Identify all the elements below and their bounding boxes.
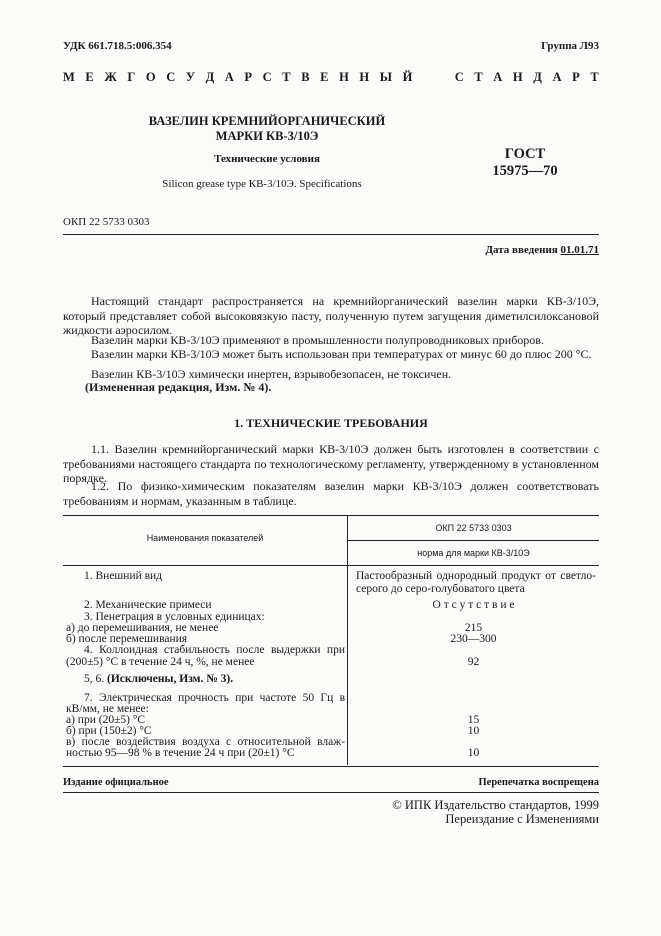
row-2-indicator: 2. Механические примеси [84,599,212,611]
title-line-1: ВАЗЕЛИН КРЕМНИЙОРГАНИЧЕСКИЙ [148,114,386,128]
row-4-value: 92 [467,656,480,668]
banner-letter: Н [339,70,349,84]
table-header-indicator: Наименования показателей [146,533,264,543]
row-4-indicator-line-1: 4. Коллоидная стабильность после выдержки при [84,644,345,656]
banner-letter: Т [474,70,483,84]
document-subtitle: Технические условия [214,153,320,165]
row-7b-value: 10 [467,725,480,737]
effective-date-value: 01.01.71 [560,244,599,256]
section-heading: 1. ТЕХНИЧЕСКИЕ ТРЕБОВАНИЯ [234,416,428,430]
row-7a-indicator: а) при (20±5) °С [66,714,146,726]
reissue-text: Переиздание с Изменениями [445,812,599,826]
reprint-prohibited-note: Перепечатка воспрещена [478,777,599,788]
row-3-indicator: 3. Пенетрация в условных единицах: [84,611,265,623]
gost-number: 15975—70 [492,163,558,179]
banner-letter: А [493,70,503,84]
effective-date [485,244,599,256]
banner-letter: Н [359,70,370,84]
row-2-value: О т с у т с т в и е [432,599,515,611]
row-3a-indicator: а) до перемешивания, не менее [66,622,219,634]
banner-letter: У [185,70,195,84]
row-3b-indicator: б) после перемешивания [66,633,188,645]
banner-letter: С [166,70,176,84]
banner-letter: Р [572,70,580,84]
row-5-6-indicator: 5, 6. (Исключены, Изм. № 3). [84,673,234,685]
table-header-norm: норма для марки КВ-3/10Э [417,548,530,558]
standard-banner [63,70,599,85]
banner-letter: Д [533,70,542,84]
banner-letter: Е [85,70,94,84]
table-bottom-border [63,766,599,767]
intro-paragraph-3: Вазелин марки КВ-3/10Э может быть использован при температурах от минус 60 до плюс 200 °С. [91,347,592,361]
table-header-okp: ОКП 22 5733 0303 [435,523,512,533]
banner-letter: Е [320,70,329,84]
english-title: Silicon grease type КВ-3/10Э. Specifications [162,178,362,190]
row-4-indicator-line-2: (200±5) °С в течение 24 ч, %, не менее [66,656,255,668]
row-7c-indicator-line-1: в) после воздействия воздуха с относительной влаж- [66,736,345,748]
banner-letter: Ы [379,70,393,84]
banner-letter: Т [282,70,291,84]
banner-letter: М [63,70,75,84]
row-7-indicator-line-1: 7. Электрическая прочность при частоте 50 Гц в [84,692,345,704]
banner-letter: С [454,70,464,84]
clause-1-1: 1.1. Вазелин кремнийорганический марки КВ-3/10Э должен быть изготовлен в соответствии с требованиями настоящего стандарта по технологическому регламенту, утвержденному в установленном порядке. [63,442,599,485]
intro-amendment-note: (Измененная редакция, Изм. № 4). [85,380,272,394]
row-7-indicator-line-2: кВ/мм, не менее: [66,703,149,715]
row-7c-indicator-line-2: ностью 95—98 % в течение 24 ч при (20±1) °С [66,747,295,759]
copyright-block [392,798,599,826]
official-edition-note: Издание официальное [63,777,169,788]
banner-letter: В [301,70,310,84]
banner-letter: С [262,70,272,84]
row-7c-value: 10 [467,747,480,759]
copyright-text: © ИПК Издательство стандартов, 1999 [392,798,599,812]
table-header-subdivider [348,540,599,541]
intro-paragraph-4: Вазелин КВ-3/10Э химически инертен, взрывобезопасен, не токсичен. [91,367,452,381]
banner-letter: Р [244,70,253,84]
divider-line [63,234,599,235]
banner-letter: Й [402,70,413,84]
row-1-value: Пастообразный однородный продукт от светло-серого до серо-голубоватого цвета [356,570,596,595]
intro-paragraph-2: Вазелин марки КВ-3/10Э применяют в промышленности полупроводниковых приборов. [91,333,544,347]
udk-code: УДК 661.718.5:006.354 [63,40,172,52]
footer-divider [63,792,599,793]
banner-letter: Н [512,70,523,84]
banner-letter: Г [127,70,136,84]
effective-date-label: Дата введения [485,244,558,256]
banner-letter: Т [590,70,599,84]
gost-label: ГОСТ [504,146,546,162]
row-3b-value: 230—300 [450,633,497,645]
banner-letter: Ж [104,70,117,84]
row-1-indicator: 1. Внешний вид [84,570,163,582]
title-line-2: МАРКИ КВ-3/10Э [215,129,319,143]
document-title [100,114,434,144]
row-3a-value: 215 [464,622,483,634]
banner-letter: А [224,70,234,84]
banner-letter: О [145,70,156,84]
gost-number-block [470,146,580,180]
table-top-border [63,515,599,516]
clause-1-2: 1.2. По физико-химическим показателям вазелин марки КВ-3/10Э должен соответствовать требованиям и нормам, указанным в таблице. [63,479,599,508]
group-code: Группа Л93 [541,40,599,52]
intro-paragraph-1: Настоящий стандарт распространяется на кремнийорганический вазелин марки КВ-3/10Э, который представляет собой высоковязкую пасту, полученную путем загущения диметилсилоксановой жидкости аэросилом. [63,294,599,337]
table-header-bottom-border [63,565,599,566]
row-7b-indicator: б) при (150±2) °С [66,725,152,737]
banner-letter: А [552,70,562,84]
row-7a-value: 15 [467,714,480,726]
banner-letter: Д [205,70,215,84]
okp-code: ОКП 22 5733 0303 [63,216,150,228]
